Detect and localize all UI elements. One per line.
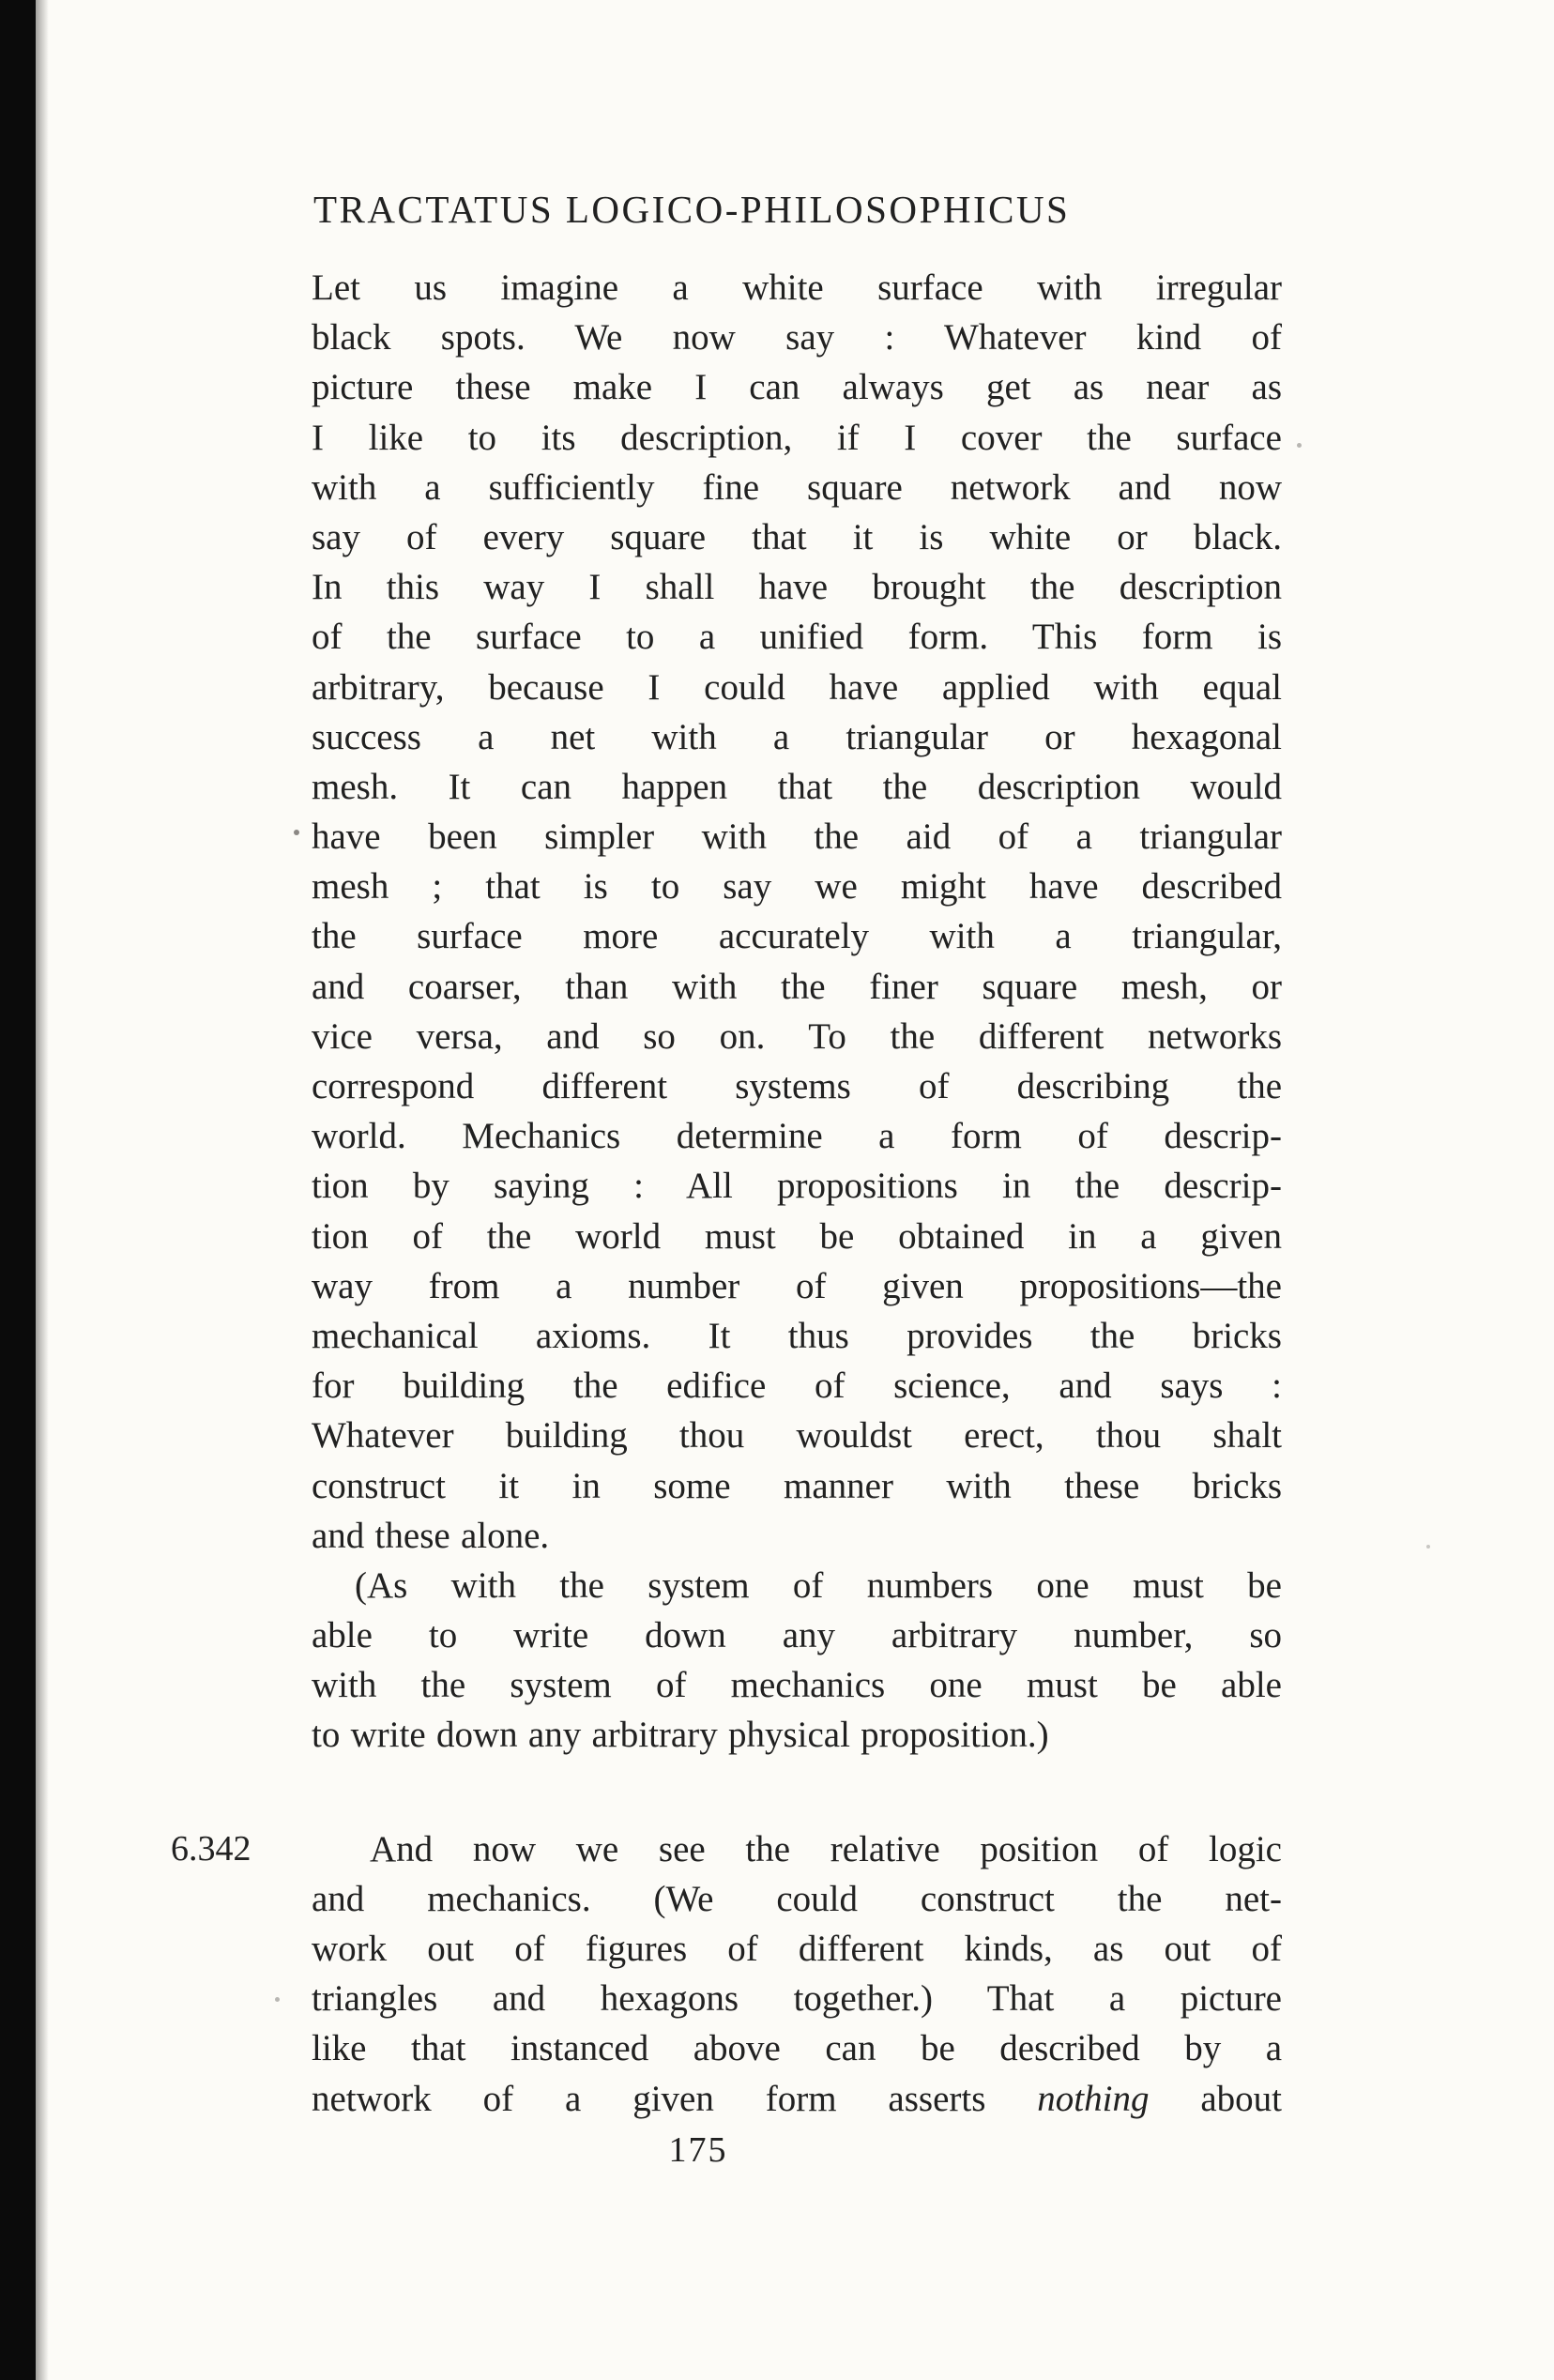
- text-line: work out of figures of different kinds, as out of: [312, 1929, 1282, 1969]
- text-line: say of every square that it is white or black.: [312, 516, 1282, 557]
- text-line: and mechanics. (We could construct the net-: [312, 1878, 1282, 1919]
- text-line: tion by saying : All propositions in the descrip-: [312, 1166, 1282, 1207]
- text-line: triangles and hexagons together.) That a picture: [312, 1978, 1282, 2020]
- text-line: I like to its description, if I cover the surface: [312, 417, 1282, 458]
- text-line: black spots. We now say : Whatever kind of: [312, 317, 1282, 359]
- text-line: vice versa, and so on. To the different networks: [312, 1015, 1282, 1057]
- paragraph-parenthetical: [312, 1561, 1282, 1761]
- page-number: 175: [668, 2129, 728, 2170]
- text-line: And now we see the relative position of logic: [370, 1828, 1282, 1869]
- text-line: arbitrary, because I could have applied with equal: [312, 666, 1282, 708]
- paragraph-section-body: [312, 1824, 1282, 2124]
- text-line: (As with the system of numbers one must be: [355, 1564, 1282, 1606]
- text-line: to write down any arbitrary physical proposition.): [312, 1715, 1049, 1756]
- scan-edge-black-strip: [0, 0, 36, 2380]
- text-line: success a net with a triangular or hexagonal: [312, 716, 1282, 757]
- text-line: picture these make I can always get as near as: [312, 367, 1282, 408]
- scan-speck: [294, 830, 299, 835]
- text-line: mesh. It can happen that the description would: [312, 766, 1282, 807]
- scan-speck: [1297, 443, 1302, 448]
- text-line: construct it in some manner with these bricks: [312, 1465, 1282, 1506]
- text-line: and these alone.: [312, 1515, 550, 1556]
- text-line: with the system of mechanics one must be able: [312, 1665, 1282, 1706]
- scan-edge-shadow: [36, 0, 49, 2380]
- text-line: Whatever building thou wouldst erect, thou shalt: [312, 1415, 1282, 1457]
- text-line: with a sufficiently fine square network and now: [312, 466, 1282, 508]
- section-6-342: [171, 1824, 1282, 2124]
- page-content: [171, 186, 1282, 2175]
- text-line: way from a number of given propositions—the: [312, 1265, 1282, 1306]
- text-line: Let us imagine a white surface with irregular: [312, 267, 1282, 308]
- text-line: In this way I shall have brought the description: [312, 567, 1282, 608]
- paragraph-continuation: [312, 263, 1282, 1561]
- text-line: mesh ; that is to say we might have described: [312, 866, 1282, 908]
- section-number: 6.342: [171, 1828, 251, 1869]
- text-line: mechanical axioms. It thus provides the bricks: [312, 1315, 1282, 1356]
- text-line: have been simpler with the aid of a triangular: [312, 816, 1282, 858]
- text-line: network of a given form asserts nothing about: [312, 2078, 1282, 2119]
- text-line: of the surface to a unified form. This form is: [312, 617, 1282, 658]
- scan-speck: [275, 1997, 280, 2002]
- text-line: able to write down any arbitrary number, so: [312, 1615, 1282, 1656]
- text-line: correspond different systems of describing the: [312, 1066, 1282, 1106]
- text-line: tion of the world must be obtained in a given: [312, 1215, 1282, 1257]
- text-line: and coarser, than with the finer square mesh, or: [312, 966, 1282, 1007]
- text-line: world. Mechanics determine a form of descrip-: [312, 1116, 1282, 1157]
- running-head-title: TRACTATUS LOGICO-PHILOSOPHICUS: [313, 188, 1071, 231]
- text-line: like that instanced above can be described by a: [312, 2028, 1282, 2069]
- text-line: the surface more accurately with a triangular,: [312, 916, 1282, 957]
- text-line: for building the edifice of science, and says :: [312, 1365, 1282, 1407]
- scan-speck: [1426, 1545, 1430, 1549]
